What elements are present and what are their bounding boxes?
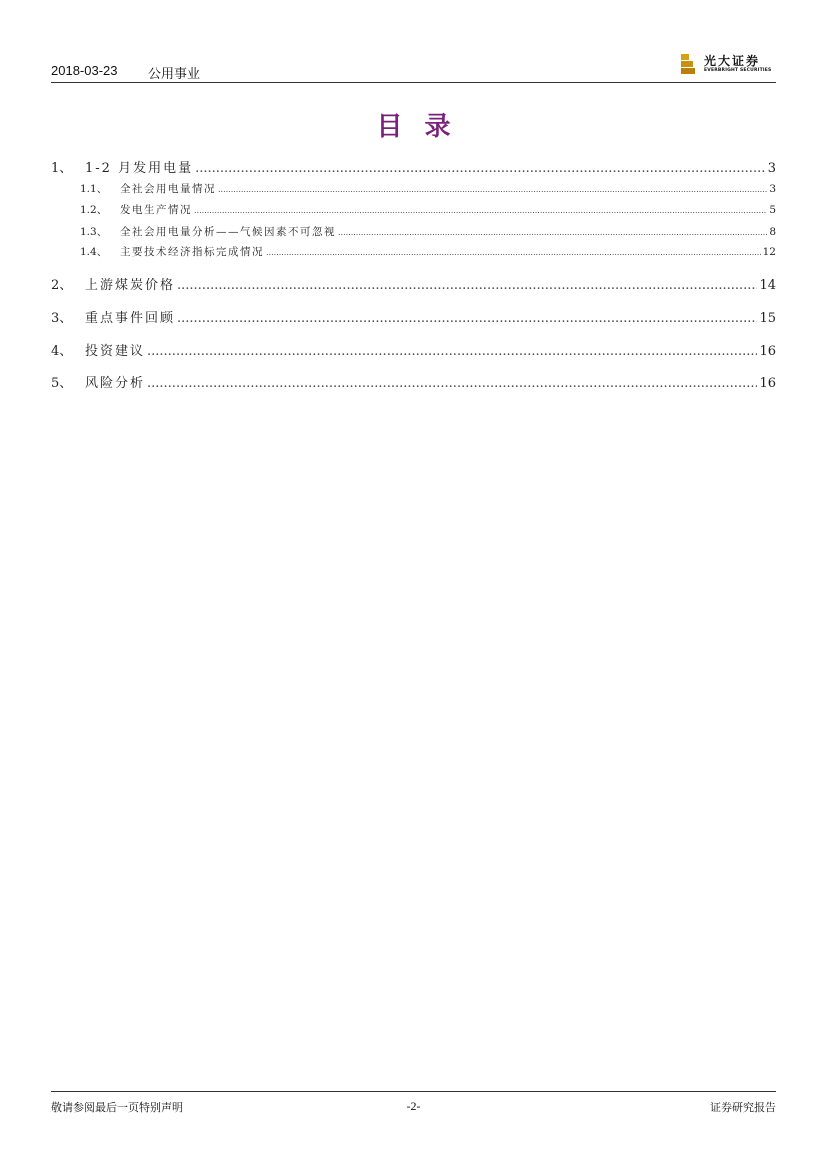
- toc-entry-page: 3: [767, 161, 776, 176]
- toc-leader-dots: [194, 204, 767, 216]
- toc-leader-dots: [177, 311, 757, 326]
- toc-leader-dots: [338, 226, 767, 238]
- toc-entry-page: 14: [759, 278, 776, 293]
- toc-entry[interactable]: [51, 244, 776, 259]
- toc-entry-page: 16: [759, 344, 776, 359]
- everbright-logo: [681, 52, 776, 78]
- toc-entry-text: 主要技术经济指标完成情况: [120, 246, 264, 258]
- toc-entry[interactable]: [51, 181, 776, 196]
- toc-entry-number: 3、: [51, 311, 73, 326]
- page-header: [51, 54, 776, 83]
- toc-entry-number: 1、: [51, 161, 73, 176]
- toc-entry-text: 投资建议: [85, 344, 146, 359]
- report-date: 2018-03-23: [51, 63, 118, 78]
- toc-entry-text: 重点事件回顾: [85, 311, 176, 326]
- toc-entry-page: 16: [759, 376, 776, 391]
- disclaimer-note: 敬请参阅最后一页特别声明: [51, 1101, 183, 1114]
- toc-entry[interactable]: [51, 340, 776, 358]
- toc-entry-text: 1-2 月发用电量: [85, 161, 194, 176]
- toc-entry-text: 风险分析: [85, 376, 146, 391]
- toc-entry-number: 1.3、: [80, 226, 108, 238]
- everbright-logo-icon: [681, 54, 695, 74]
- logo-text-cn: 光大证券: [704, 54, 761, 68]
- toc-leader-dots: [266, 246, 761, 258]
- toc-leader-dots: [177, 278, 757, 293]
- toc-entry-page: 3: [769, 183, 776, 195]
- sector-label: 公用事业: [148, 67, 201, 82]
- toc-title: 目录: [376, 112, 473, 142]
- toc-entry[interactable]: [51, 224, 776, 239]
- toc-entry-number: 1.4、: [80, 246, 108, 258]
- toc-entry-number: 5、: [51, 376, 73, 391]
- toc-entry-page: 12: [762, 246, 776, 258]
- report-type: 证券研究报告: [710, 1101, 776, 1114]
- page-footer: [51, 1091, 776, 1116]
- toc-entry[interactable]: [51, 372, 776, 390]
- toc-entry-number: 1.2、: [80, 204, 108, 216]
- toc-entry-number: 4、: [51, 344, 73, 359]
- toc-entry-number: 1.1、: [80, 183, 108, 195]
- toc-entry-text: 全社会用电量情况: [120, 183, 216, 195]
- toc-entry[interactable]: [51, 202, 776, 217]
- toc-leader-dots: [195, 161, 766, 176]
- toc-entry-text: 全社会用电量分析——气候因素不可忽视: [120, 226, 336, 238]
- toc-leader-dots: [218, 183, 767, 195]
- toc-entry-page: 8: [769, 226, 776, 238]
- toc-leader-dots: [147, 344, 757, 359]
- toc-entry-number: 2、: [51, 278, 73, 293]
- toc-entry[interactable]: [51, 274, 776, 292]
- page-number: -2-: [406, 1099, 421, 1113]
- toc-entry[interactable]: [51, 307, 776, 325]
- toc-entry-page: 15: [759, 311, 776, 326]
- logo-text-en: EVERBRIGHT SECURITIES: [704, 68, 772, 73]
- toc-leader-dots: [147, 376, 757, 391]
- toc-entry-text: 发电生产情况: [120, 204, 192, 216]
- toc-entry-page: 5: [769, 204, 776, 216]
- toc-entry[interactable]: [51, 157, 776, 175]
- toc-entry-text: 上游煤炭价格: [85, 278, 176, 293]
